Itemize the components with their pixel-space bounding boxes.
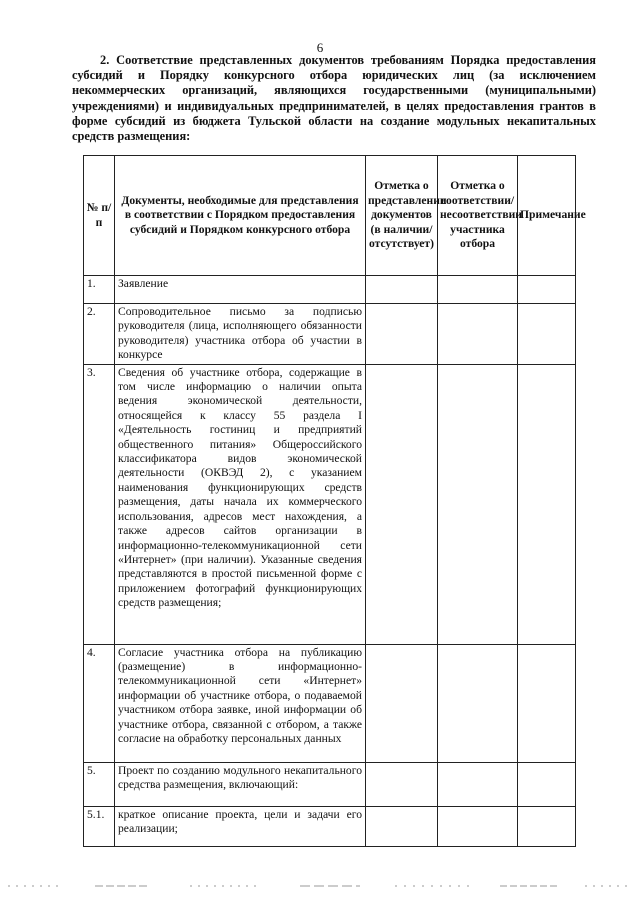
header-note: Примечание [518,156,576,276]
table-header-row [84,156,576,276]
presence-cell [366,762,438,806]
table-row [84,364,576,644]
table-row [84,304,576,365]
page-number: 6 [316,40,324,55]
row-number: 3. [84,364,115,644]
note-cell [518,364,576,644]
row-document: Сопроводительное письмо за подписью руководителя (лица, исполняющего обязанности руководителя) участника отбора об участии в конкурсе [115,304,366,365]
compliance-cell [438,806,518,846]
note-cell [518,762,576,806]
documents-table [83,155,586,847]
row-number: 5. [84,762,115,806]
compliance-cell [438,304,518,365]
compliance-cell [438,276,518,304]
row-number: 1. [84,276,115,304]
compliance-cell [438,364,518,644]
header-presence: Отметка о представлении документов (в наличии/ отсутствует) [366,156,438,276]
row-number: 4. [84,644,115,762]
table-row [84,762,576,806]
row-document: Сведения об участнике отбора, содержащие в том числе информацию о наличии опыта ведения экономической деятельности, относящейся к классу 55 раздела I «Деятельность гостиниц и предприятий общественного питания» Общероссийского классификатора видов экономической деятельности (ОКВЭД 2), с указанием наименования функционирующих средств размещения, даты начала их коммерческого использования, адресов мест нахождения, а также адресов сайтов организации в информационно-телекоммуникационной сети «Интернет» (при наличии). Указанные сведения представляются в простой письменной форме с приложением фотографий функционирующих средств размещения; [115,364,366,644]
row-document: Проект по созданию модульного некапитального средства размещения, включающий: [115,762,366,806]
compliance-cell [438,762,518,806]
row-document: Согласие участника отбора на публикацию (размещение) в информационно-телекоммуникационной сети «Интернет» информации об участнике отбора, о подаваемой участником отбора заявке, иной информации об участнике отбора, связанной с отбором, а также согласие на обработку персональных данных [115,644,366,762]
row-number: 5.1. [84,806,115,846]
header-compliance: Отметка о соответствии/несоответствии участника отбора [438,156,518,276]
table-row [84,644,576,762]
row-number: 2. [84,304,115,365]
presence-cell [366,364,438,644]
header-num: № п/п [84,156,115,276]
note-cell [518,276,576,304]
note-cell [518,304,576,365]
row-document: Заявление [115,276,366,304]
presence-cell [366,806,438,846]
section-heading: 2. Соответствие представленных документов требованиям Порядка предоставления субсидий и Порядку конкурсного отбора юридических лиц (за исключением некоммерческих организаций, являющихся государственными (муниципальными) учреждениями) и индивидуальных предпринимателей, в целях предоставления грантов в форме субсидий из бюджета Тульской области на создание модульных некапитальных средств размещения: [72,53,596,144]
header-documents: Документы, необходимые для представления в соответствии с Порядком предоставления субсидий и Порядком конкурсного отбора [115,156,366,276]
presence-cell [366,644,438,762]
note-cell [518,806,576,846]
note-cell [518,644,576,762]
table-row [84,276,576,304]
footer-scan-marks [0,883,640,889]
presence-cell [366,304,438,365]
presence-cell [366,276,438,304]
compliance-cell [438,644,518,762]
table-row [84,806,576,846]
row-document: краткое описание проекта, цели и задачи его реализации; [115,806,366,846]
